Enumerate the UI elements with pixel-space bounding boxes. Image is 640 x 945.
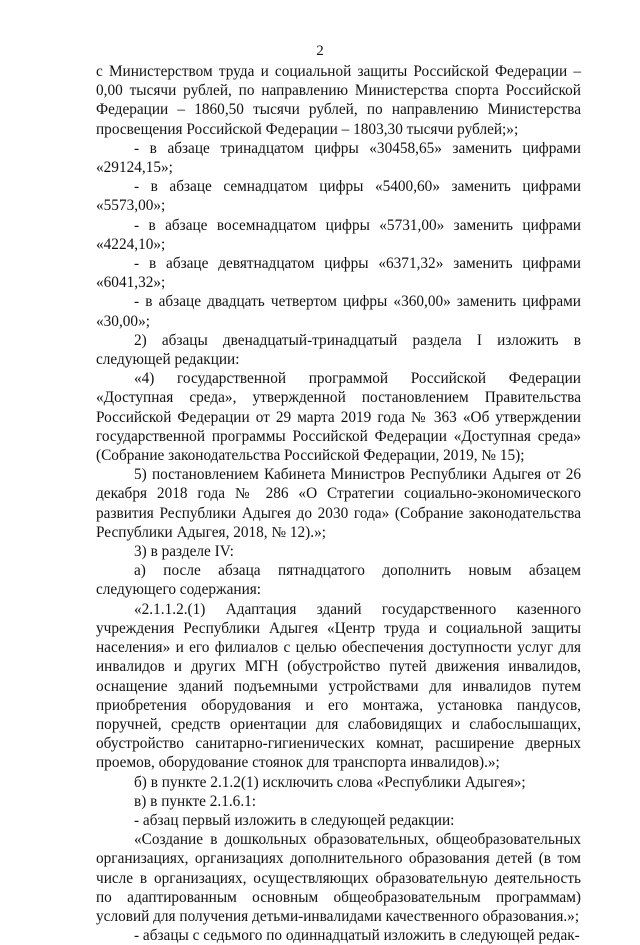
paragraph-p14: в) в пункте 2.1.6.1:	[134, 792, 257, 810]
paragraph-p16: «Создание в дошкольных образовательных, общеобразовательных организациях, организациях дополнительного образования детей (в том числе в организациях, осуществляющих образовательную деятельность по адаптированным основным общеобразовательным программам) условий для получения детьми-инвалидами качественного образования.»;	[96, 831, 581, 925]
paragraph-p12: «2.1.1.2.(1) Адаптация зданий государственного казенного учреждения Республики Адыгея «Центр труда и социальной защиты населения» и его филиалов с целью обеспечения доступности услуг для инвалидов и других МГН (обустройство путей движения инвалидов, оснащение зданий подъемными устройствами для инвалидов путем приобретения оборудования и его монтажа, установка пандусов, поручней, средств ориентации для слабовидящих и слабослышащих, обустройство санитарно-гигиенических комнат, расширение дверных проемов, оборудование стоянок для транспорта инвалидов).»;	[96, 600, 581, 772]
document-body	[96, 62, 581, 945]
paragraph-p08: «4) государственной программой Российской Федерации «Доступная среда», утвержденной постановлением Правительства Российской Федерации от 29 марта 2019 года № 363 «Об утверждении государственной программы Российской Федерации «Доступная среда» (Собрание законодательства Российской Федерации, 2019, № 15);	[96, 370, 581, 465]
paragraph-p15: - абзац первый изложить в следующей редакции:	[134, 811, 455, 829]
paragraph-p05: - в абзаце девятнадцатом цифры «6371,32» заменить цифрами «6041,32»;	[96, 255, 581, 292]
paragraph-p02: - в абзаце тринадцатом цифры «30458,65» заменить цифрами «29124,15»;	[96, 139, 581, 177]
paragraph-p09: 5) постановлением Кабинета Министров Республики Адыгея от 26 декабря 2018 года № 286 «О Стратегии социально-экономического развития Республики Адыгея до 2030 года» (Собрание законодательства Республики Адыгея, 2018, № 12).»;	[96, 466, 581, 541]
paragraph-p13: б) в пункте 2.1.2(1) исключить слова «Республики Адыгея»;	[134, 773, 526, 791]
paragraph-p04: - в абзаце восемнадцатом цифры «5731,00» заменить цифрами «4224,10»;	[96, 216, 581, 253]
paragraph-p17: - абзацы с седьмого по одиннадцатый изложить в следующей редак-	[134, 927, 580, 945]
paragraph-p06: - в абзаце двадцать четвертом цифры «360,00» заменить цифрами «30,00»;	[96, 293, 581, 330]
paragraph-p07: 2) абзацы двенадцатый-тринадцатый раздела I изложить в следующей редакции:	[96, 331, 581, 369]
paragraph-p10: 3) в разделе IV:	[134, 543, 234, 561]
paragraph-p03: - в абзаце семнадцатом цифры «5400,60» заменить цифрами «5573,00»;	[96, 178, 581, 215]
page-number: 2	[316, 43, 324, 59]
paragraph-p01: с Министерством труда и социальной защиты Российской Федерации – 0,00 тысячи рублей, по направлению Министерства спорта Российской Федерации – 1860,50 тысячи рублей, по направлению Министерства просвещения Российской Федерации – 1803,30 тысячи рублей;»;	[96, 63, 581, 138]
paragraph-p11: а) после абзаца пятнадцатого дополнить новым абзацем следующего содержания:	[96, 562, 581, 599]
